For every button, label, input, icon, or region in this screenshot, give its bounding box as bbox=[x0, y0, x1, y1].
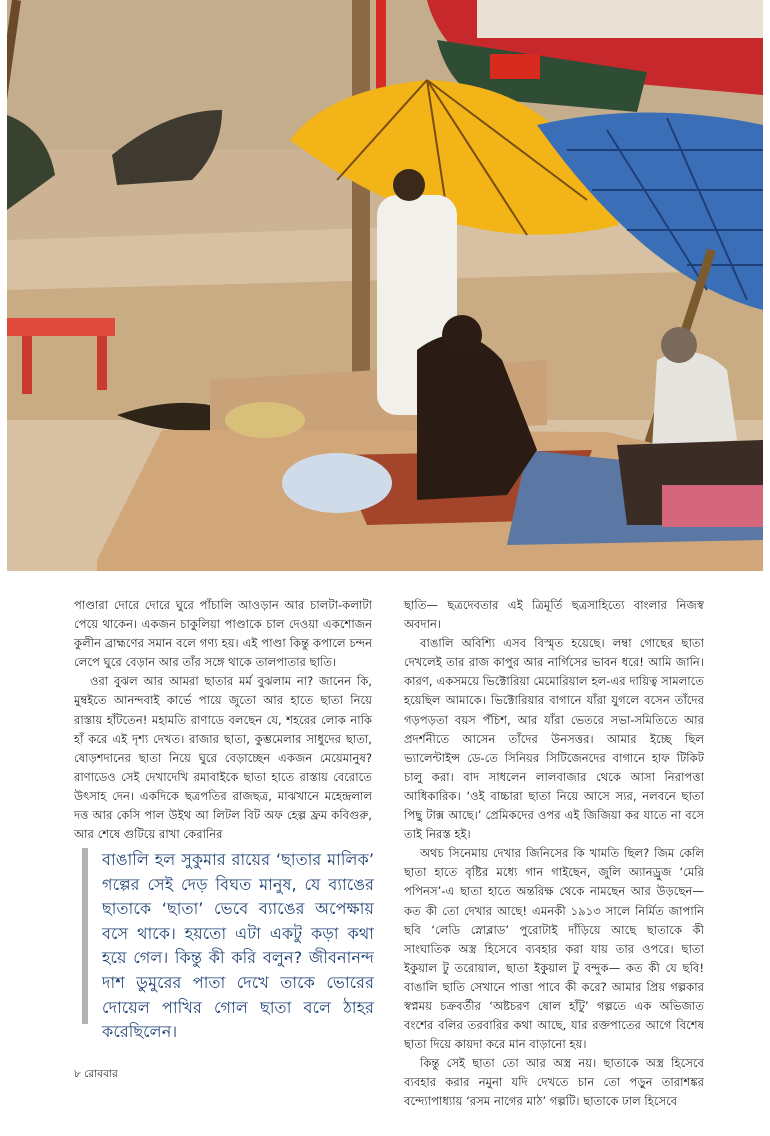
right-paragraph-4: কিন্তু সেই ছাতা তো আর অস্ত্র নয়। ছাতাকে অস্ত্র হিসেবে ব্যবহার করার নমুনা যদি দেখতে চান তো পড়ুন তারাশঙ্কর বন্দ্যোপাধ্যায় ‘রসম নাগের মাঠ’ গল্পটি। ছাতাকে ঢাল হিসেবে bbox=[404, 1056, 704, 1109]
pull-quote bbox=[82, 848, 374, 1042]
left-paragraph-2: ওরা বুঝল আর আমরা ছাতার মর্ম বুঝলাম না? জানেন কি, মুম্বইতে আনন্দবাই কার্ভে পায়ে জুতো আর হাতে ছাতা নিয়ে রাস্তায় হাঁটতেন! মহামতি রাণাডে বলছেন যে, শহরের লোক নাকি হাঁ করে এই দৃশ্য দেখত। রাজার ছাতা, কুম্ভমেলার সাধুদের ছাতা, ষোড়শদানের ছাতা নিয়ে ঘুরে বেড়াচ্ছেন একজন মেয়েমানুষ? রাণাডেও সেই দেখাদেখি রমাবাইকে ছাতা হাতে রাস্তায় বেরোতে উৎসাহ দেন। একদিকে ছত্রপতির রাজছত্র, মাঝখানে মহেন্দ্রলাল দত্ত আর কেসি পাল উইথ আ লিটল বিট অফ হেল্প ফ্রম কবিগুরু, আর শেষে গুটিয়ে রাখা কেরানির bbox=[74, 674, 372, 842]
page-footer: ৮ রোববার bbox=[74, 1068, 118, 1080]
red-box bbox=[490, 54, 540, 79]
right-paragraph-3: অথচ সিনেমায় দেখার জিনিসের কি খামতি ছিল? জিম কেলি ছাতা হাতে বৃষ্টির মধ্যে গান গাইছেন, জুলি অ্যানড্রুজ ‘মেরি পপিনস’-এ ছাতা হাতে অন্তরিক্ষ থেকে নামছেন আর উড়ছেন— কত কী তো দেখার আছে! এমনকী ১৯১৩ সালে নির্মিত জাপানি ছবি ‘লেডি স্নোব্লাড’ পুরোটাই দাঁড়িয়ে আছে ছাতাকে কী সাংঘাতিক অস্ত্র হিসেবে ব্যবহার করা যায় তার ওপরে। ছাতা ইকুয়াল টু তরোয়াল, ছাতা ইকুয়াল টু বন্দুক— কত কী যে ছবি! বাঙালি ছাতি সেখানে পাত্তা পাবে কী করে? আমার প্রিয় গল্পকার স্বপ্নময় চক্রবর্তীর ‘অষ্টচরণ ষোল হাঁটু’ গল্পতে এক অভিজাত বংশের বলির তরবারির কথা আছে, যার রক্তপাতের আগে বিশেষ ছাতা দিয়ে কায়দা করে মান বাড়ানো হয়। bbox=[404, 846, 704, 1052]
left-column bbox=[74, 596, 372, 844]
red-table bbox=[7, 318, 115, 336]
right-column bbox=[404, 596, 704, 1112]
left-paragraph-1: পাণ্ডারা দোরে দোরে ঘুরে পাঁচালি আওড়ান আর চালটা-কলাটা পেয়ে থাকেন। একজন চাকুলিয়া পাণ্ডাকে চাল দেওয়া একশোজন কুলীন ব্রাহ্মণের সমান বলে গণ্য হয়। এই পাণ্ডা কিন্তু কপালে চন্দন লেপে ঘুরে বেড়ান আর তাঁর সঙ্গে থাকে তালপাতার ছাতি। bbox=[74, 598, 372, 670]
pink-cloth bbox=[662, 485, 763, 527]
right-paragraph-2: বাঙালি অবিশ্যি এসব বিস্মৃত হয়েছে। লম্বা গোছের ছাতা দেখলেই তার রাজ কাপুর আর নার্গিসের ভাবন ধরে! আমি জানি। কারণ, একসময়ে ভিক্টোরিয়া মেমোরিয়াল হল-এর দায়িত্ব সামলাতে হয়েছিল আমাকে। ভিক্টোরিয়ার বাগানে যাঁরা যুগলে বসেন তাঁদের গড়পড়তা বয়স পঁচিশ, আর যাঁরা ভেতরে সভা-সমিতিতে আর প্রদর্শনীতে আসেন তাঁদের উনসত্তর। আমার ইচ্ছে ছিল ভ্যালেন্টাইন্স ডে-তে সিনিয়র সিটিজেনদের বাগানে হাফ টিকিট চালু করা। বাদ সাধলেন লালবাজার থেকে আসা নিরাপত্তা আধিকারিক। ‘ওই বাচ্চারা ছাতা নিয়ে আসে স্যর, নলবনে ছাতা পিছু টাক্স আছে।’ প্রেমিকদের ওপর এই জিজিয়া কর যাতে না বসে তাই নিরস্ত হই। bbox=[404, 636, 704, 842]
right-paragraph-1: ছাতি— ছত্রদেবতার এই ত্রিমূর্তি ছত্রসাহিত্যে বাংলার নিজস্ব অবদান। bbox=[404, 598, 704, 632]
pull-quote-text: বাঙালি হল সুকুমার রায়ের ‘ছাতার মালিক’ গল্পের সেই দেড় বিঘত মানুষ, যে ব্যাঙের ছাতাকে ‘ছাতা’ ভেবে ব্যাঙের অপেক্ষায় বসে থাকে। হয়তো এটা একটু কড়া কথা হয়ে গেল। কিন্তু কী করি বলুন? জীবনানন্দ দাশ ডুমুরের পাতা দেখে তাকে ভোরের দোয়েল পাখির গোল ছাতা বলে ঠাহর করেছিলেন। bbox=[102, 850, 374, 1042]
photo-ghat-umbrellas bbox=[7, 0, 763, 571]
large-boat-cabin bbox=[477, 0, 763, 38]
yellow-bag bbox=[225, 402, 305, 438]
wooden-pole bbox=[352, 0, 370, 430]
cloth-bundle bbox=[282, 453, 392, 513]
